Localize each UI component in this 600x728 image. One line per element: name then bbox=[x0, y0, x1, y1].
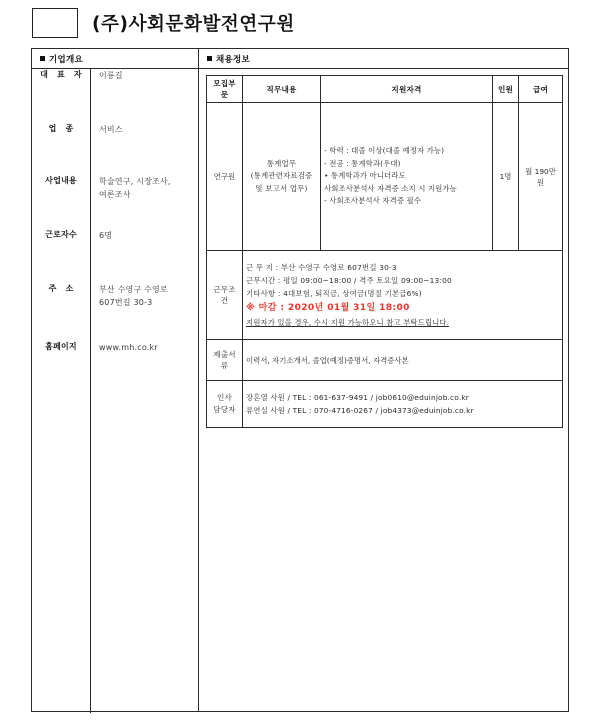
company-row-label: 대 표 자 bbox=[32, 69, 91, 123]
company-overview-panel bbox=[32, 69, 198, 713]
table-row bbox=[207, 381, 563, 428]
company-overview-caption bbox=[40, 53, 83, 65]
table-header-row bbox=[207, 76, 563, 103]
company-row-value bbox=[91, 283, 199, 341]
column-header-headcount: 인원 bbox=[493, 76, 519, 103]
section-caption-row bbox=[32, 49, 568, 69]
bullet-square-icon bbox=[207, 56, 212, 61]
page-title: (주)사회문화발전연구원 bbox=[92, 14, 295, 35]
homepage-url[interactable]: www.mh.co.kr bbox=[99, 343, 158, 352]
qualification-line: - 사회조사분석사 자격증 필수 bbox=[324, 196, 421, 206]
company-row-label: 업 종 bbox=[32, 123, 91, 175]
table-row bbox=[207, 251, 563, 340]
hr-contact-line[interactable]: 장흔열 사원 / TEL : 061-637-9491 / job0610@eduinjob.co.kr bbox=[246, 392, 469, 402]
cell-documents: 이력서, 자기소개서, 졸업(예정)증명서, 자격증사본 bbox=[243, 340, 563, 381]
hr-label-line: 담당자 bbox=[213, 405, 236, 414]
company-row-value bbox=[91, 123, 199, 175]
company-overview-caption-label: 기업개요 bbox=[49, 55, 84, 65]
work-condition-line: 기타사항 : 4대보험, 퇴직금, 상여금(명절 기본급6%) bbox=[246, 289, 422, 299]
recruit-info-panel bbox=[198, 69, 570, 713]
company-row-value bbox=[91, 229, 199, 283]
application-deadline: ※ 마감 : 2020년 01월 31일 18:00 bbox=[246, 302, 410, 313]
value-line: 이룡길 bbox=[99, 71, 123, 80]
duty-line: 통계업무 bbox=[266, 158, 297, 168]
work-condition-line: 근 무 지 : 부산 수영구 수영로 607번길 30-3 bbox=[246, 262, 397, 272]
recruit-info-table bbox=[206, 75, 563, 428]
table-row bbox=[32, 69, 198, 123]
bullet-square-icon bbox=[40, 56, 45, 61]
cell-qualification bbox=[321, 103, 493, 251]
qualification-line: • 통계학과가 아니더라도 bbox=[324, 171, 406, 181]
company-row-value bbox=[91, 69, 199, 123]
company-row-label: 사업내용 bbox=[32, 175, 91, 229]
document-header bbox=[0, 0, 600, 46]
qualification-line: 사회조사분석사 자격증 소지 시 지원가능 bbox=[324, 183, 457, 193]
table-row bbox=[32, 283, 198, 341]
work-condition-line: 근무시간 : 평일 09:00~18:00 / 격주 토요일 09:00~13:00 bbox=[246, 276, 452, 286]
hr-contact-line[interactable]: 류연실 사원 / TEL : 070-4716-0267 / job4373@eduinjob.co.kr bbox=[246, 406, 474, 415]
hr-label-line: 인사 bbox=[216, 392, 233, 402]
column-header-salary: 급여 bbox=[519, 76, 563, 103]
row-label-hr-contact bbox=[207, 381, 243, 428]
table-row bbox=[32, 341, 198, 713]
recruit-info-caption bbox=[207, 53, 250, 65]
cell-hr-contacts bbox=[243, 381, 563, 428]
row-label-documents: 제출서류 bbox=[207, 340, 243, 381]
row-label-work-conditions: 근무조건 bbox=[207, 251, 243, 340]
company-overview-table bbox=[32, 69, 198, 713]
value-line: 6명 bbox=[99, 231, 113, 240]
cell-work-conditions bbox=[243, 251, 563, 340]
qualification-line: - 전공 : 통계학과(우대) bbox=[324, 158, 401, 168]
value-line: 여론조사 bbox=[99, 190, 131, 199]
company-row-value bbox=[91, 341, 199, 713]
recruit-info-caption-label: 채용정보 bbox=[216, 55, 251, 65]
cell-salary: 월 190만원 bbox=[519, 103, 563, 251]
value-line: 부산 수영구 수영로 bbox=[99, 285, 168, 294]
company-row-label: 주 소 bbox=[32, 283, 91, 341]
cell-duty bbox=[243, 103, 321, 251]
value-line: 607번길 30-3 bbox=[99, 298, 153, 307]
column-header-qualification: 지원자격 bbox=[321, 76, 493, 103]
cell-dept: 연구원 bbox=[207, 103, 243, 251]
table-row bbox=[32, 123, 198, 175]
company-logo-placeholder bbox=[32, 8, 78, 38]
document-frame bbox=[31, 48, 569, 712]
duty-line: (통계관련자료검증 bbox=[250, 171, 313, 181]
duty-line: 및 보고서 업무) bbox=[255, 183, 308, 193]
value-line: 학술연구, 시장조사, bbox=[99, 177, 171, 186]
table-row bbox=[207, 340, 563, 381]
company-row-label: 근로자수 bbox=[32, 229, 91, 283]
company-row-label: 홈페이지 bbox=[32, 341, 91, 713]
column-header-dept: 모집부문 bbox=[207, 76, 243, 103]
cell-headcount: 1명 bbox=[493, 103, 519, 251]
table-row bbox=[32, 175, 198, 229]
qualification-line: - 학력 : 대졸 이상(대졸 예정자 가능) bbox=[324, 146, 445, 156]
table-row bbox=[32, 229, 198, 283]
table-row bbox=[207, 103, 563, 251]
column-header-duty: 직무내용 bbox=[243, 76, 321, 103]
application-note: 지원자가 있을 경우, 수시 지원 가능하오니 참고 부탁드립니다. bbox=[246, 317, 450, 327]
value-line: 서비스 bbox=[99, 125, 123, 134]
company-row-value bbox=[91, 175, 199, 229]
